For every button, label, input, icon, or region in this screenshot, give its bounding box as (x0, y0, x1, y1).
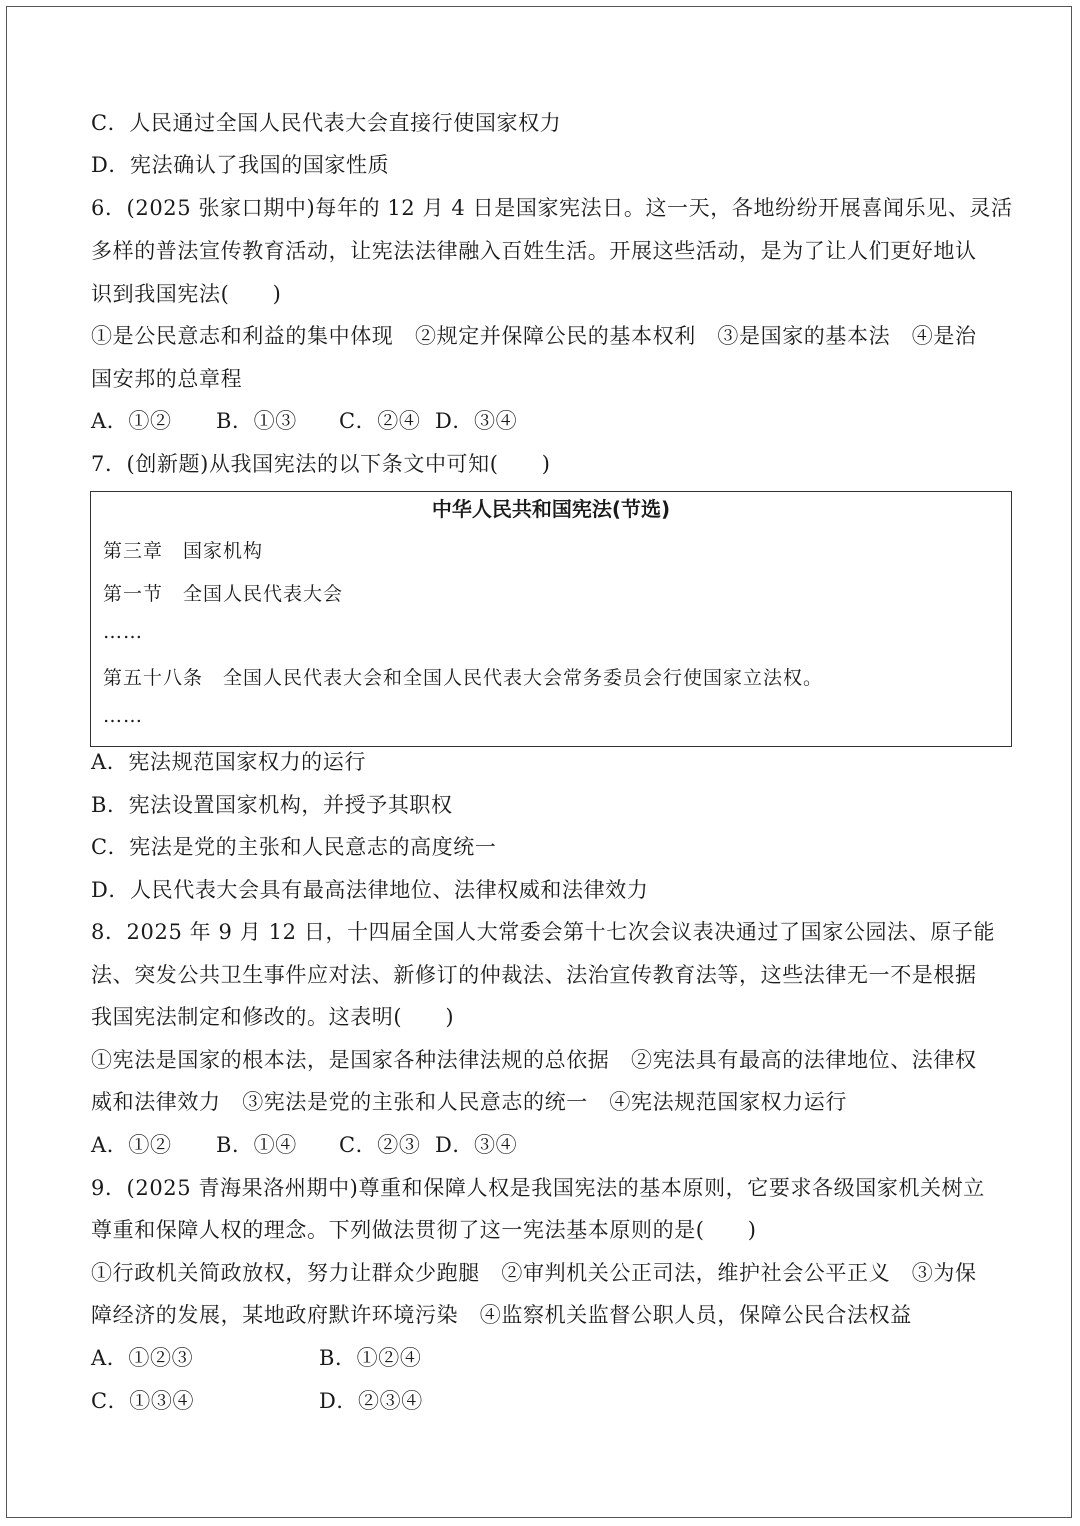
q6-options (91, 408, 517, 434)
q5-option-c: C．人民通过全国人民代表大会直接行使国家权力 (91, 111, 562, 135)
q9-items-line-2: 障经济的发展，某地政府默许环境污染 ④监察机关监督公职人员，保障公民合法权益 (91, 1303, 912, 1327)
q9-option-a: A．①②③ (91, 1346, 194, 1370)
q7-option-a: A．宪法规范国家权力的运行 (91, 750, 366, 774)
q9-option-d: D．②③④ (319, 1389, 423, 1413)
q6-option-c: C．②④ (339, 409, 421, 433)
q6-items-line-2: 国安邦的总章程 (91, 367, 243, 391)
q6-stem-line-1: 6．(2025 张家口期中)每年的 12 月 4 日是国家宪法日。这一天，各地纷纷开展喜闻乐见、灵活 (91, 196, 1013, 220)
q8-options (91, 1132, 517, 1158)
q9-options-row-1 (91, 1345, 421, 1371)
q9-option-c: C．①③④ (91, 1389, 195, 1413)
q7-option-b: B．宪法设置国家机构，并授予其职权 (91, 793, 453, 817)
q7-option-d: D．人民代表大会具有最高法律地位、法律权威和法律效力 (91, 878, 649, 902)
q9-options-row-2 (91, 1388, 423, 1414)
q8-stem-line-1: 8．2025 年 9 月 12 日，十四届全国人大常委会第十七次会议表决通过了国家公园法、原子能 (91, 920, 996, 944)
excerpt-ellipsis: …… (103, 621, 143, 643)
q8-stem-line-3: 我国宪法制定和修改的。这表明( ) (91, 1005, 455, 1029)
q6-stem-line-2: 多样的普法宣传教育活动，让宪法法律融入百姓生活。开展这些活动，是为了让人们更好地认 (91, 239, 977, 263)
excerpt-ellipsis: …… (103, 705, 143, 727)
q5-option-d: D．宪法确认了我国的国家性质 (91, 153, 390, 177)
q8-option-a: A．①② (91, 1133, 172, 1157)
q9-items-line-1: ①行政机关简政放权，努力让群众少跑腿 ②审判机关公正司法，维护社会公平正义 ③为保 (91, 1261, 977, 1285)
excerpt-title: 中华人民共和国宪法(节选) (431, 497, 671, 521)
q8-stem-line-2: 法、突发公共卫生事件应对法、新修订的仲裁法、法治宣传教育法等，这些法律无一不是根据 (91, 963, 977, 987)
q6-option-a: A．①② (91, 409, 172, 433)
q8-option-d: D．③④ (435, 1133, 518, 1157)
q6-items-line-1: ①是公民意志和利益的集中体现 ②规定并保障公民的基本权利 ③是国家的基本法 ④是治 (91, 324, 977, 348)
q9-stem-line-2: 尊重和保障人权的理念。下列做法贯彻了这一宪法基本原则的是( ) (91, 1218, 757, 1242)
constitution-excerpt-box (90, 491, 1012, 747)
q8-items-line-2: 威和法律效力 ③宪法是党的主张和人民意志的统一 ④宪法规范国家权力运行 (91, 1090, 847, 1114)
q8-option-b: B．①④ (216, 1133, 297, 1157)
q6-option-b: B．①③ (216, 409, 297, 433)
q9-stem-line-1: 9．(2025 青海果洛州期中)尊重和保障人权是我国宪法的基本原则，它要求各级国家机关树立 (91, 1176, 985, 1200)
q8-option-c: C．②③ (339, 1133, 421, 1157)
q6-option-d: D．③④ (435, 409, 518, 433)
q7-stem: 7．(创新题)从我国宪法的以下条文中可知( ) (91, 452, 551, 476)
q7-option-c: C．宪法是党的主张和人民意志的高度统一 (91, 835, 497, 859)
q6-stem-line-3: 识到我国宪法( ) (91, 282, 282, 306)
q8-items-line-1: ①宪法是国家的根本法，是国家各种法律法规的总依据 ②宪法具有最高的法律地位、法律权 (91, 1048, 977, 1072)
excerpt-section: 第一节 全国人民代表大会 (103, 583, 344, 605)
excerpt-article-58: 第五十八条 全国人民代表大会和全国人民代表大会常务委员会行使国家立法权。 (103, 667, 824, 689)
q9-option-b: B．①②④ (319, 1346, 422, 1370)
excerpt-chapter: 第三章 国家机构 (103, 540, 264, 562)
